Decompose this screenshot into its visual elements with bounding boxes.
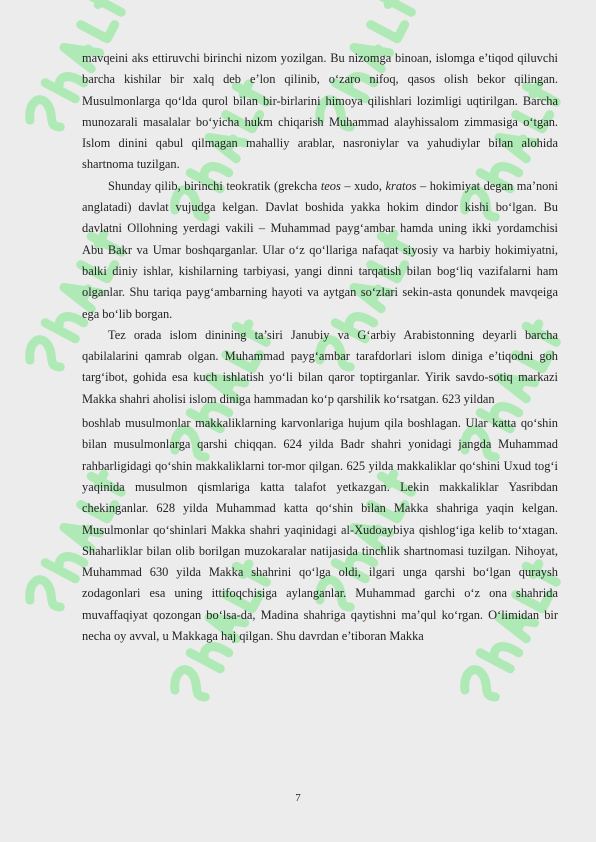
paragraph-1-text: mavqeini aks ettiruvchi birinchi nizom yozilgan. Bu nizomga binoan, islomga e’tiqod qiluvchi barcha kishilar bir xalq deb e’lon qilinib, o‘zaro nifoq, qasos olish bekor qilingan. Musulmonlarga qo‘lda qurol bilan bir-birlarini himoya qilishlari lozimligi uqtirilgan. Barcha munozarali masalalar bo‘yicha hukm chiqarish Muhammad alayhissalom zimmasiga o‘tgan. Islom dinini qabul qilmagan mahalliy arablar, nasroniylar va yahudiylar bilan alohida shartnoma tuzilgan. [82, 51, 558, 172]
term-kratos: kratos [385, 178, 417, 193]
paragraph-2 [82, 176, 558, 325]
paragraph-2-text-c: – hokimiyat degan ma’noni anglatadi) davlat vujudga kelgan. Davlat boshida yakka hokim dindor kishi bo‘lgan. Bu davlatni Ollohning yerdagi vakili – Muhammad payg‘ambar hamda uning ikki yordamchisi Abu Bakr va Umar boshqarganlar. Ular o‘z qo‘llariga nafaqat siyosiy va harbiy hokimiyatni, balki diniy ishlar, kishilarning tarbiyasi, yangi dinni tarqatish bilan bog‘liq vazifalarni ham olganlar. Shu tariqa payg‘ambarning hayoti va aytgan so‘zlari sekin-asta qonundek mavqeiga ega bo‘lib borgan. [82, 178, 558, 321]
page-number: 7 [295, 792, 301, 804]
term-teos: teos [320, 178, 341, 193]
paragraph-4-text: boshlab musulmonlar makkaliklarning karvonlariga hujum qila boshlagan. Ular katta qo‘shin bilan musulmonlarga qarshi chiqqan. 624 yilda Badr shahri yonidagi jangda Muhammad rahbarligidagi qo‘shin makkaliklarni tor-mor qilgan. 625 yilda makkaliklar qo‘shini Uxud tog‘i yaqinida musulmon qismlariga katta talafot yetkazgan. Lekin makkaliklar Yasribdan chekinganlar. 628 yilda Muhammad katta qo‘shin bilan Makka shahriga yaqin kelgan. Musulmonlar qo‘shinlari Makka shahri yaqinidagi al-Xudoaybiya qishlog‘iga kelib to‘xtagan. Shaharliklar bilan olib borilgan muzokaralar natijasida tinchlik shartnomasi tuzilgan. Nihoyat, Muhammad 630 yilda Makka shahrini qo‘lga oldi, ilgari unga qarshi bo‘lgan quraysh zodagonlari esa uning ittifoqchisiga aylanganlar. Muhammad garchi o‘z ona shahrida muvaffaqiyat qozongan bo‘lsa-da, Madina shahriga qaytishni ma’qul ko‘rgan. O‘limidan bir necha oy avval, u Makkaga haj qilgan. Shu davrdan e’tiboran Makka [82, 416, 558, 644]
paragraph-3-text: Tez orada islom dinining ta’siri Janubiy va G‘arbiy Arabistonning deyarli barcha qabilalarini qamrab olgan. Muhammad payg‘ambar tarafdorlari islom diniga e’tiqodni goh targ‘ibot, gohida esa kuch ishlatish yo‘li bilan qaror toptirganlar. Yirik savdo-sotiq markazi Makka shahri aholisi islom diniga hammadan ko‘p qarshilik ko‘rsatgan. 623 yildan [82, 327, 558, 406]
paragraph-3 [82, 325, 558, 410]
paragraph-4 [82, 413, 558, 647]
paragraph-2-text-a: Shunday qilib, birinchi teokratik (grekcha [108, 178, 321, 193]
paragraph-2-text-b: – xudo, [340, 178, 386, 193]
paragraph-1 [82, 48, 558, 176]
body-text [82, 48, 558, 647]
